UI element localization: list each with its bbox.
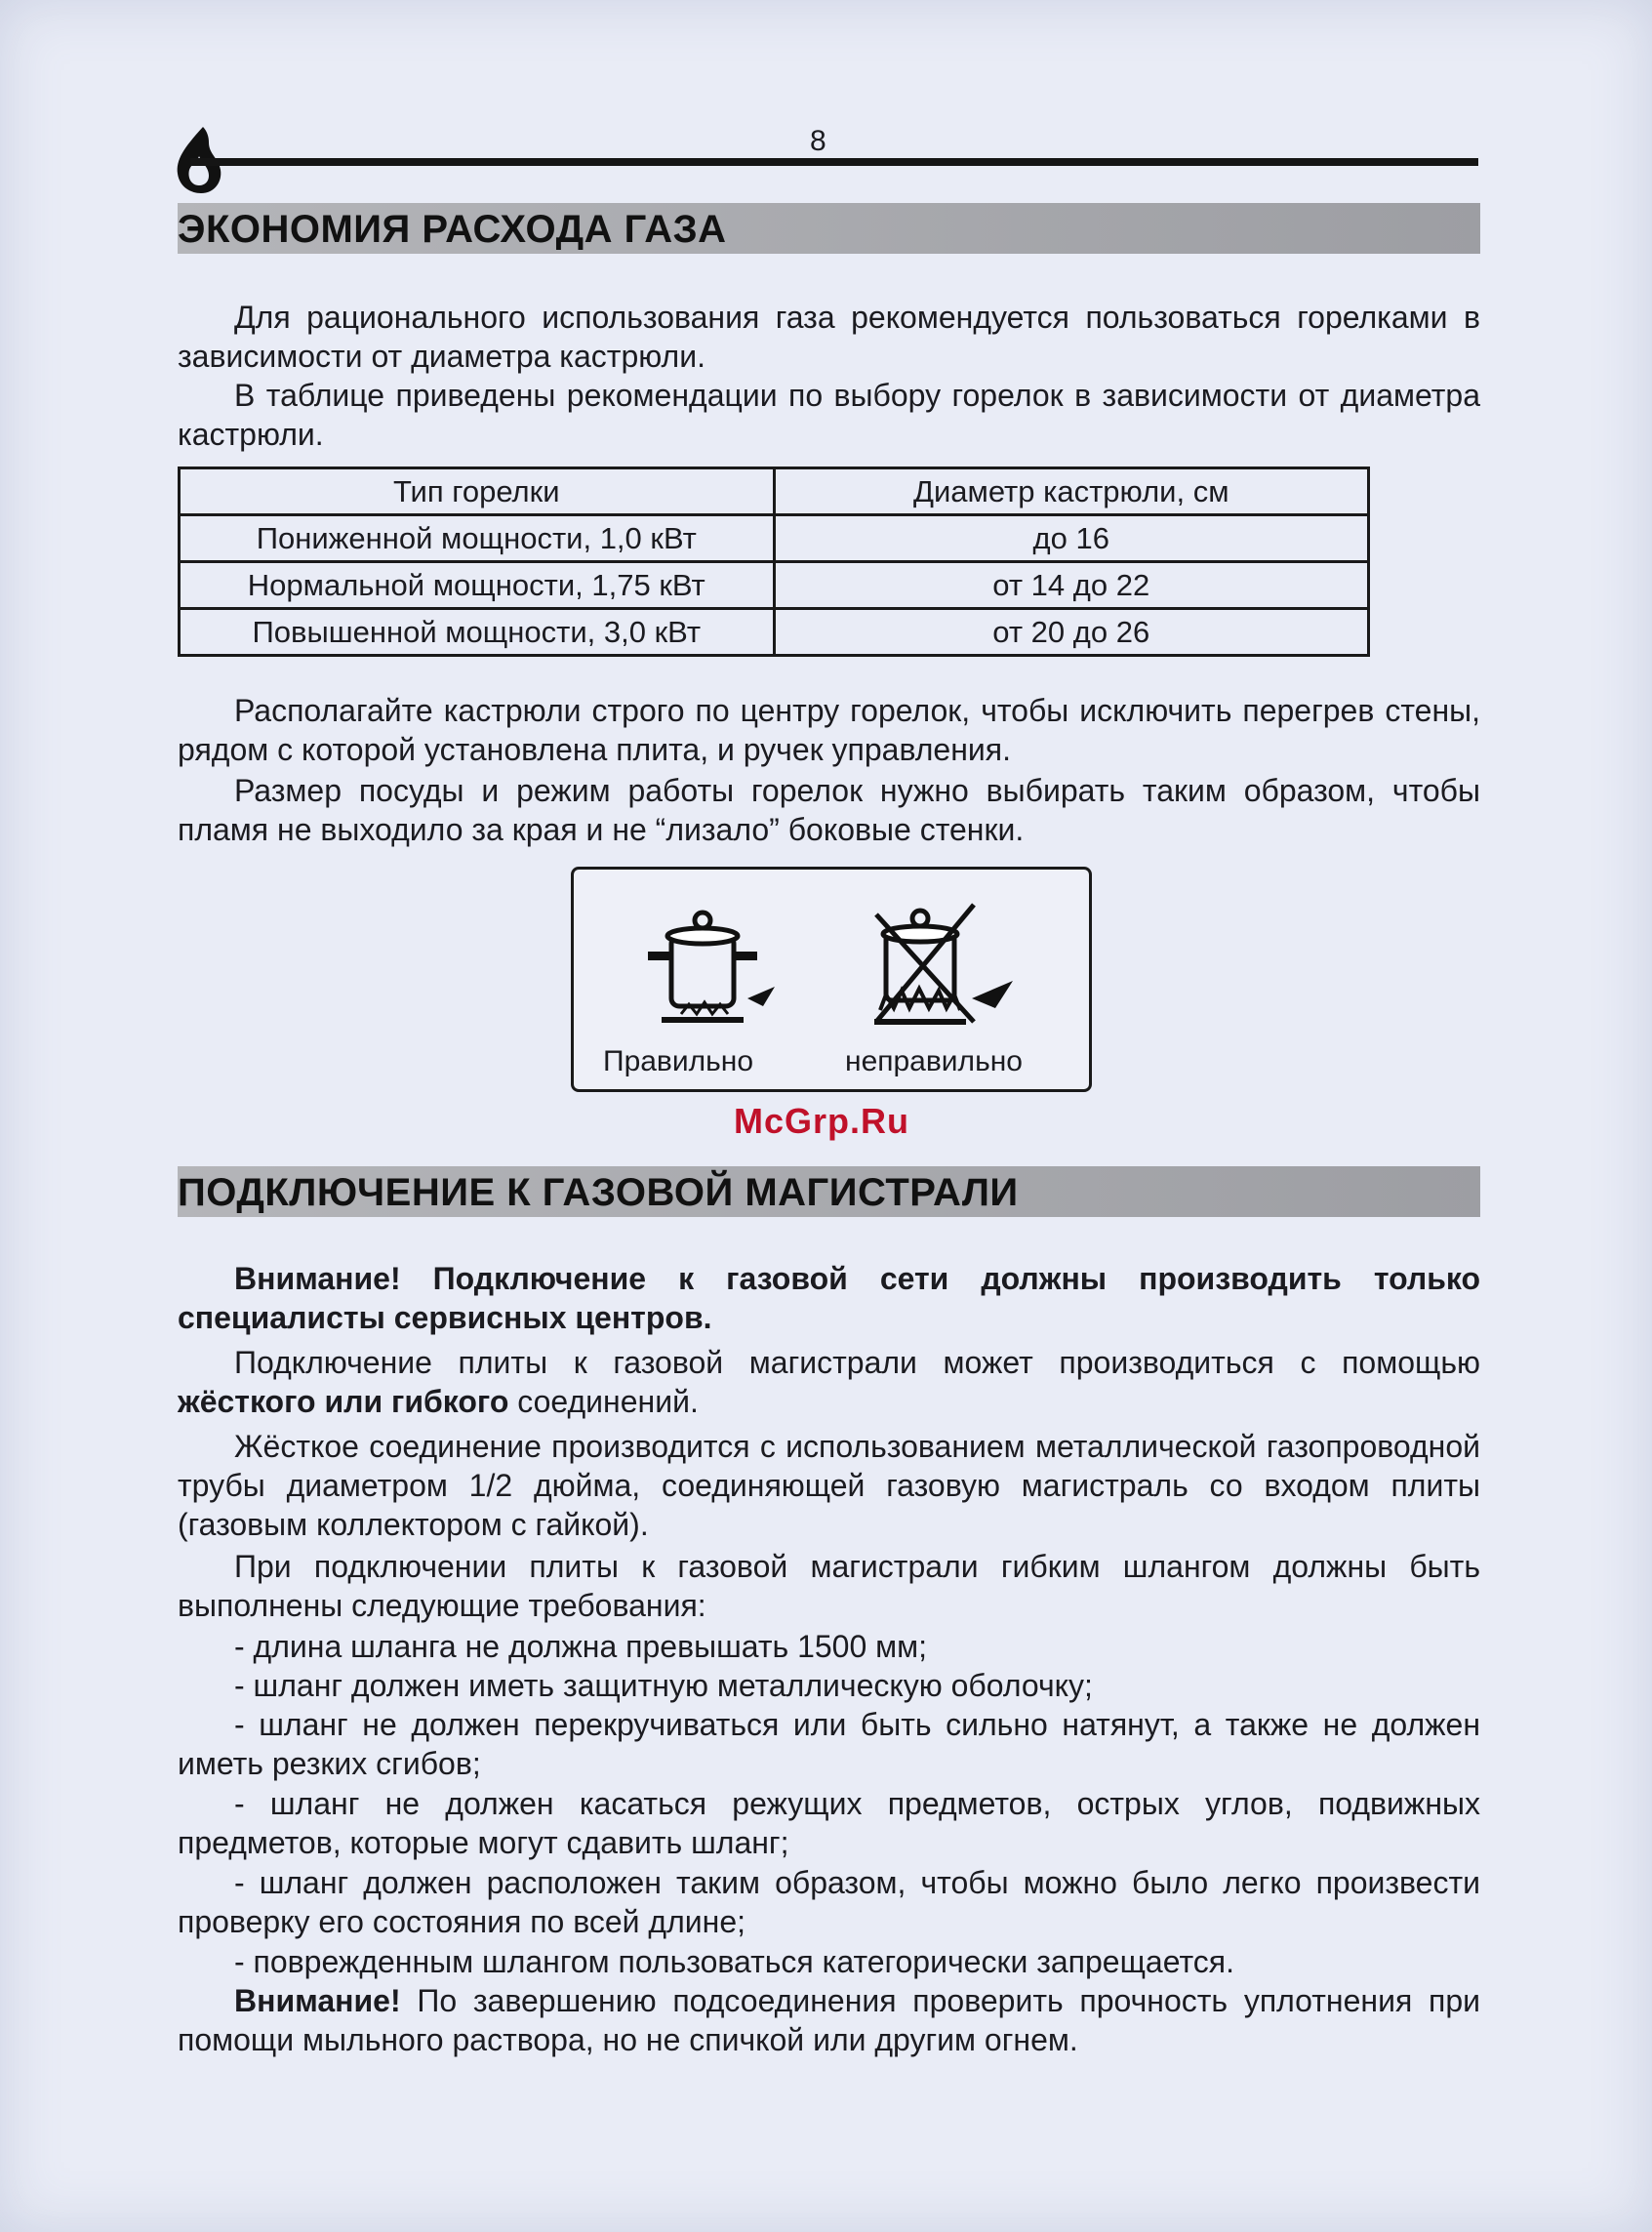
paragraph-connection-types: Подключение плиты к газовой магистрали может производиться с помощью жёсткого или гибкого соединений. xyxy=(178,1345,1480,1419)
requirement-item: - шланг не должен перекручиваться или быть сильно натянут, а также не должен иметь резких сгибов; xyxy=(178,1707,1480,1781)
burner-table xyxy=(178,467,1370,657)
page-number: 8 xyxy=(810,125,826,157)
table-cell: Повышенной мощности, 3,0 кВт xyxy=(180,609,775,656)
table-row xyxy=(180,515,1369,562)
requirement-item: - шланг должен иметь защитную металлическую оболочку; xyxy=(234,1668,1093,1703)
section-title-gas-saving: ЭКОНОМИЯ РАСХОДА ГАЗА xyxy=(178,203,1480,254)
wrong-label: неправильно xyxy=(845,1045,1023,1077)
pot-placement-figure xyxy=(571,867,1092,1092)
table-cell: от 20 до 26 xyxy=(774,609,1369,656)
table-header-row xyxy=(180,468,1369,515)
requirement-item: - поврежденным шлангом пользоваться категорически запрещается. xyxy=(234,1944,1234,1979)
requirement-item: - шланг должен расположен таким образом, чтобы можно было легко произвести проверку его состояния по всей длине; xyxy=(178,1865,1480,1939)
header-rule xyxy=(190,158,1478,166)
table-row xyxy=(180,562,1369,609)
requirement-item: - шланг не должен касаться режущих предметов, острых углов, подвижных предметов, которые могут сдавить шланг; xyxy=(178,1786,1480,1860)
paragraph-table-intro: В таблице приведены рекомендации по выбору горелок в зависимости от диаметра кастрюли. xyxy=(178,378,1480,452)
paragraph-rigid-connection: Жёсткое соединение производится с использованием металлической газопроводной трубы диаметром 1/2 дюйма, соединяющей газовую магистраль со входом плиты (газовым коллектором с гайкой). xyxy=(178,1429,1480,1542)
section-title-gas-connection: ПОДКЛЮЧЕНИЕ К ГАЗОВОЙ МАГИСТРАЛИ xyxy=(178,1166,1480,1217)
paragraph-intro: Для рационального использования газа рекомендуется пользоваться горелками в зависимости от диаметра кастрюли. xyxy=(178,300,1480,374)
paragraph-pot-size: Размер посуды и режим работы горелок нужно выбирать таким образом, чтобы пламя не выходило за края и не “лизало” боковые стенки. xyxy=(178,773,1480,847)
table-cell: Нормальной мощности, 1,75 кВт xyxy=(180,562,775,609)
paragraph-hose-requirements: При подключении плиты к газовой магистрали гибким шлангом должны быть выполнены следующие требования: xyxy=(178,1549,1480,1623)
connection-warning: Внимание! Подключение к газовой сети должны производить только специалисты сервисных центров. xyxy=(178,1261,1480,1335)
wrong-pot-icon xyxy=(857,885,1023,1036)
watermark: McGrp.Ru xyxy=(734,1101,910,1141)
table-cell: от 14 до 22 xyxy=(774,562,1369,609)
final-warning: Внимание! По завершению подсоединения проверить прочность уплотнения при помощи мыльного раствора, но не спичкой или другим огнем. xyxy=(178,1983,1480,2057)
table-header-cell: Диаметр кастрюли, см xyxy=(774,468,1369,515)
paragraph-pot-position: Располагайте кастрюли строго по центру горелок, чтобы исключить перегрев стены, рядом с которой установлена плита, и ручек управления. xyxy=(178,693,1480,767)
correct-pot-icon xyxy=(642,897,779,1034)
table-cell: Пониженной мощности, 1,0 кВт xyxy=(180,515,775,562)
correct-label: Правильно xyxy=(603,1045,754,1077)
table-header-cell: Тип горелки xyxy=(180,468,775,515)
table-row xyxy=(180,609,1369,656)
table-cell: до 16 xyxy=(774,515,1369,562)
requirement-item: - длина шланга не должна превышать 1500 мм; xyxy=(234,1629,928,1664)
